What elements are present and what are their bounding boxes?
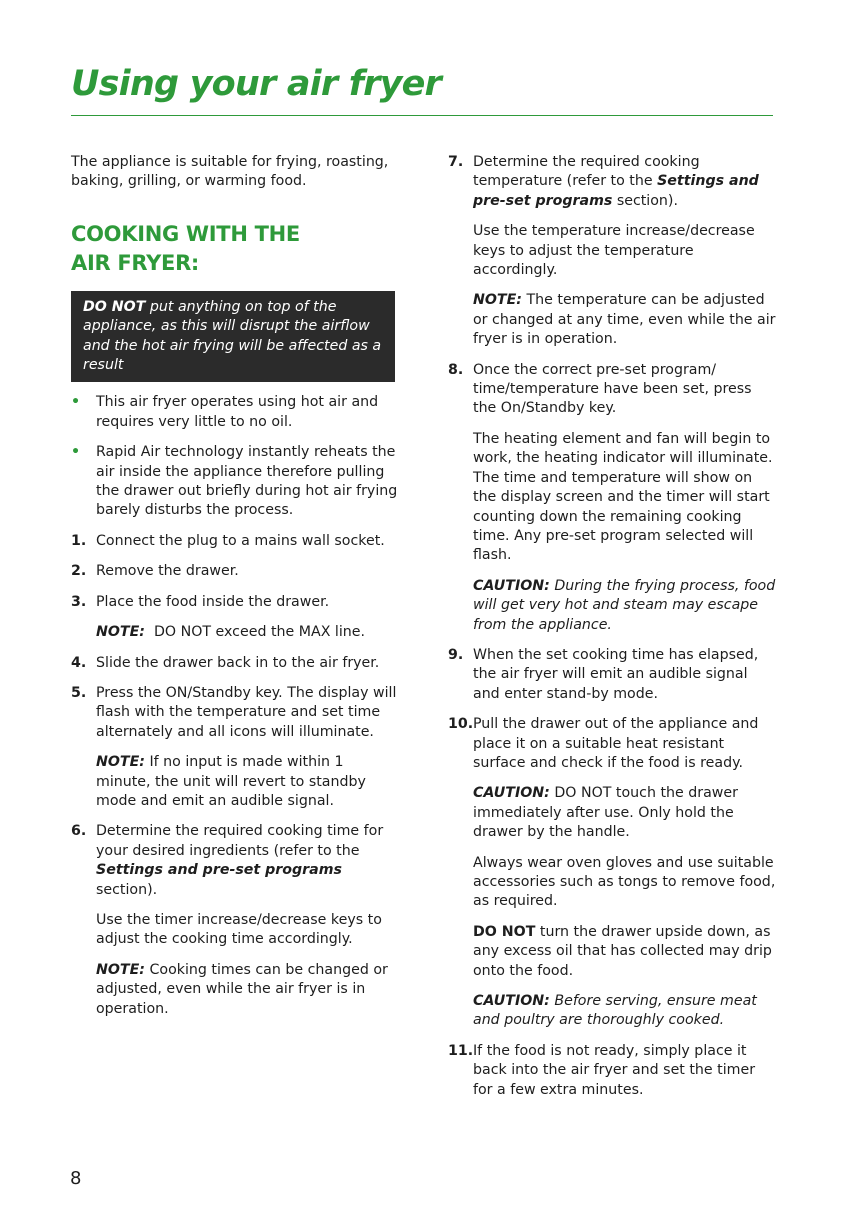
step-number: 6. [71,823,87,840]
caution-label: CAUTION: [473,785,550,802]
step-10 [448,715,778,773]
step-11 [448,1042,778,1100]
step-text-tail: section). [96,881,158,898]
settings-reference: Settings and pre-set programs [473,173,759,209]
right-column [448,153,778,1111]
bullet-text: Rapid Air technology instantly reheats the air inside the appliance therefore pulling the drawer out briefly during hot air frying barely disturbs the process. [96,444,398,519]
note-label: NOTE: [96,754,145,771]
note-text: DO NOT exceed the MAX line. [144,624,366,641]
step-text: If the food is not ready, simply place it back into the air fryer and set the timer for a few extra minutes. [473,1042,756,1098]
step-6-detail: Use the timer increase/decrease keys to adjust the cooking time accordingly. [96,911,382,948]
step-number: 4. [71,654,87,671]
step-8-caution [448,577,778,635]
step-number: 2. [71,563,87,580]
donot-label: DO NOT [473,923,536,940]
step-10-caution-2 [448,992,778,1031]
step-text: Determine the required cooking temperature (refer to the [473,154,700,190]
bullet-item [71,393,401,432]
bullet-text: This air fryer operates using hot air and requires very little to no oil. [96,394,379,430]
step-text: Once the correct pre-set program/ time/temperature have been set, press the On/Standby key. [473,361,752,417]
donot-text: turn the drawer upside down, as any excess oil that has collected may drip onto the food. [473,923,772,979]
step-6 [71,822,401,900]
section-heading-line2: AIR FRYER: [71,250,200,275]
step-text: Press the ON/Standby key. The display will flash with the temperature and set time alternately and all icons will illuminate. [96,684,397,740]
note-text: The temperature can be adjusted or changed at any time, even while the air fryer is in operation. [473,292,776,348]
note-text: Cooking times can be changed or adjusted, even while the air fryer is in operation. [96,961,388,1017]
warning-box [71,291,395,383]
step-7-note [448,291,778,349]
step-8-detail: The heating element and fan will begin to work, the heating indicator will illuminate. The time and temperature will show on the display screen and the timer will start counting down the remaining cooking time. Any pre-set program selected will flash. [473,430,773,564]
note-label: NOTE: [96,624,145,641]
step-text: When the set cooking time has elapsed, the air fryer will emit an audible signal and enter stand-by mode. [473,646,759,702]
bullet-dot-icon: • [71,444,81,461]
step-number: 8. [448,361,464,378]
step-8 [448,361,778,419]
note-text: If no input is made within 1 minute, the unit will revert to standby mode and emit an audible signal. [96,754,366,809]
step-text: Determine the required cooking time for your desired ingredients (refer to the [96,823,384,859]
caution-text: During the frying process, food will get very hot and steam may escape from the appliance. [473,577,776,633]
step-10-caution [448,784,778,842]
warning-label: DO NOT [83,298,146,315]
step-5 [71,684,401,742]
note-label: NOTE: [473,292,522,309]
step-number: 9. [448,646,464,663]
step-3 [71,593,401,612]
step-3-note [71,623,401,642]
step-number: 11. [448,1042,474,1059]
step-text-tail: section). [612,192,678,209]
section-heading-line1: COOKING WITH THE [71,221,300,246]
step-5-note [71,753,401,811]
step-10-donot [448,923,778,981]
page-title: Using your air fryer [71,64,441,104]
settings-reference: Settings and pre-set programs [96,862,342,879]
step-7-detail: Use the temperature increase/decrease keys to adjust the temperature accordingly. [473,223,755,279]
caution-text: DO NOT touch the drawer immediately after use. Only hold the drawer by the handle. [473,785,738,841]
step-number: 1. [71,532,87,549]
title-divider [71,115,773,116]
step-text: Remove the drawer. [96,563,239,580]
step-9 [448,646,778,704]
step-7 [448,153,778,211]
caution-text: Before serving, ensure meat and poultry are thoroughly cooked. [473,993,757,1029]
step-1 [71,532,401,551]
step-2 [71,562,401,581]
step-number: 10. [448,716,474,733]
step-number: 3. [71,593,87,610]
intro-paragraph: The appliance is suitable for frying, roasting, baking, grilling, or warming food. [71,154,389,190]
step-4 [71,654,401,673]
step-text: Connect the plug to a mains wall socket. [96,532,385,549]
step-text: Slide the drawer back in to the air fryer. [96,654,380,671]
step-10-detail: Always wear oven gloves and use suitable accessories such as tongs to remove food, as required. [473,854,776,910]
step-6-note [71,961,401,1019]
caution-label: CAUTION: [473,577,550,594]
left-column [71,153,401,1030]
warning-text: put anything on top of the appliance, as this will disrupt the airflow and the hot air frying will be affected as a result [83,298,382,374]
caution-label: CAUTION: [473,993,550,1010]
bullet-item [71,443,401,521]
step-text: Pull the drawer out of the appliance and place it on a suitable heat resistant surface and check if the food is ready. [473,716,759,771]
page-number: 8 [70,1168,82,1189]
step-text: Place the food inside the drawer. [96,593,330,610]
bullet-dot-icon: • [71,394,81,411]
section-heading [71,220,401,278]
step-number: 5. [71,684,87,701]
step-number: 7. [448,154,464,170]
note-label: NOTE: [96,961,145,978]
